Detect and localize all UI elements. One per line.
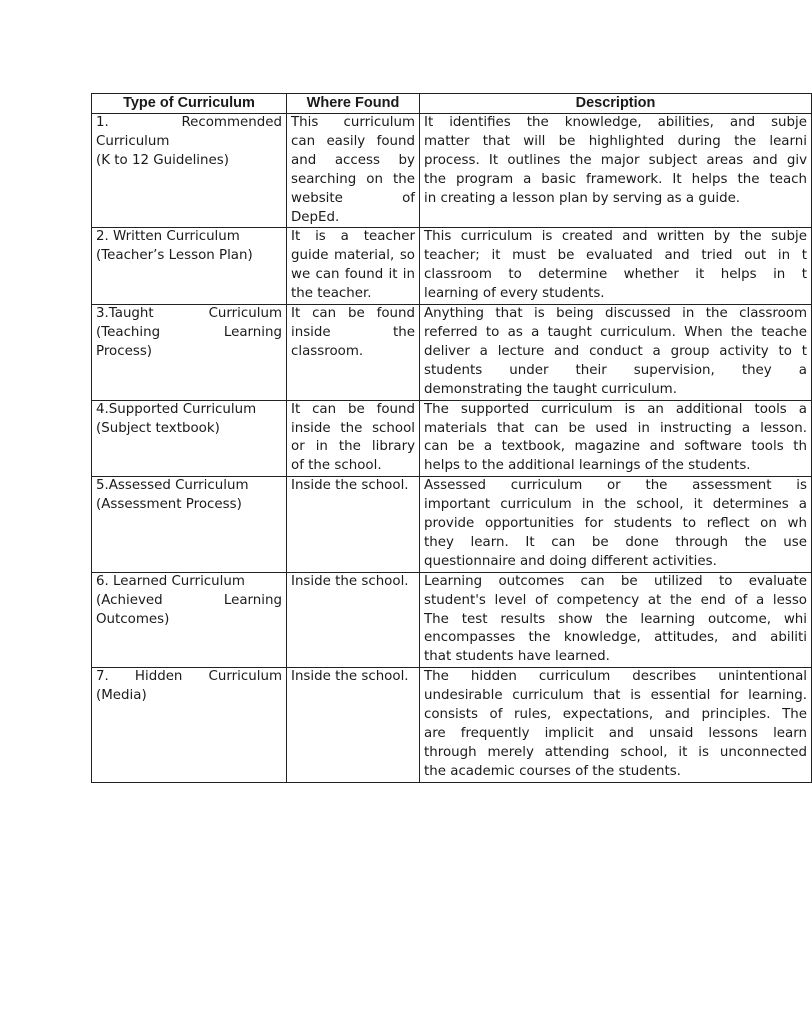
where-found-cell [287, 114, 420, 228]
description-line: process. It outlines the major subject areas and giv [424, 152, 807, 168]
table-row [92, 114, 812, 228]
description-line: undesirable curriculum that is essential for learning. [424, 688, 807, 704]
curriculum-type-line: 5.Assessed Curriculum [96, 478, 249, 494]
where-found-line: Inside the school. [291, 669, 409, 685]
description-line: deliver a lecture and conduct a group activity to t [424, 343, 807, 359]
description-line: the academic courses of the students. [424, 763, 681, 779]
curriculum-type-cell [92, 400, 287, 477]
description-line: questionnaire and doing different activities. [424, 553, 717, 569]
table-row [92, 228, 812, 305]
where-found-line: It is a teacher [291, 229, 415, 245]
curriculum-type-cell [92, 572, 287, 668]
where-found-line: the teacher. [291, 286, 372, 302]
curriculum-type-line: 4.Supported Curriculum [96, 401, 257, 417]
table-header-row [92, 94, 812, 114]
description-line: encompasses the knowledge, attitudes, and abiliti [424, 630, 807, 646]
curriculum-type-line: 7. Hidden Curriculum [96, 669, 282, 685]
description-line: The supported curriculum is an additional tools a [424, 401, 807, 417]
curriculum-type-line: (Subject textbook) [96, 420, 220, 436]
curriculum-type-line: 6. Learned Curriculum [96, 573, 245, 589]
description-line: consists of rules, expectations, and principles. The [424, 707, 807, 723]
where-found-line: classroom. [291, 343, 364, 359]
description-line: demonstrating the taught curriculum. [424, 381, 677, 397]
where-found-line: can easily found [291, 133, 415, 149]
where-found-cell [287, 400, 420, 477]
where-found-line: and access by [291, 152, 415, 168]
header-type-of-curriculum: Type of Curriculum [92, 94, 287, 114]
curriculum-type-line: (Teacher’s Lesson Plan) [96, 248, 253, 264]
description-line: It identifies the knowledge, abilities, and subje [424, 115, 807, 130]
description-line: through merely attending school, it is unconnected [424, 744, 807, 760]
description-line: Assessed curriculum or the assessment is [424, 478, 807, 494]
where-found-line: This curriculum [291, 115, 415, 130]
description-cell [420, 305, 812, 401]
description-line: Learning outcomes can be utilized to evaluate [424, 573, 807, 589]
curriculum-type-line: Process) [96, 343, 153, 359]
curriculum-type-line: (Assessment Process) [96, 497, 242, 513]
description-line: classroom to determine whether it helps in t [424, 267, 807, 283]
description-line: in creating a lesson plan by serving as a guide. [424, 190, 741, 206]
description-cell [420, 228, 812, 305]
curriculum-type-line: (Teaching Learning [96, 324, 282, 340]
where-found-cell [287, 572, 420, 668]
description-line: that students have learned. [424, 649, 610, 665]
description-line: The hidden curriculum describes unintentional [424, 669, 807, 685]
where-found-line: searching on the [291, 171, 415, 187]
description-line: teacher; it must be evaluated and tried out in t [424, 248, 807, 264]
description-cell [420, 668, 812, 782]
description-line: they learn. It can be done through the use [424, 534, 807, 550]
description-line: helps to the additional learnings of the students. [424, 458, 751, 474]
curriculum-type-line: Outcomes) [96, 611, 170, 627]
curriculum-type-line: (Media) [96, 688, 147, 704]
where-found-line: we can found it in [291, 267, 415, 283]
curriculum-type-cell [92, 305, 287, 401]
description-line: This curriculum is created and written by the subje [424, 229, 807, 245]
description-line: Anything that is being discussed in the classroom [424, 306, 807, 322]
where-found-line: DepEd. [291, 209, 340, 225]
curriculum-type-cell [92, 114, 287, 228]
where-found-line: or in the library [291, 439, 415, 455]
description-line: are frequently implicit and unsaid lessons learn [424, 726, 807, 741]
description-cell [420, 572, 812, 668]
table-row [92, 400, 812, 477]
description-line: materials that can be used in instructing a lesson. [424, 420, 807, 436]
header-description: Description [420, 94, 812, 114]
description-line: referred to as a taught curriculum. When the teache [424, 324, 807, 340]
description-line: the program a basic framework. It helps the teach [424, 171, 807, 187]
curriculum-table [91, 93, 812, 783]
where-found-line: guide material, so [291, 248, 415, 264]
where-found-cell [287, 477, 420, 573]
description-line: can be a textbook, magazine and software tools th [424, 439, 807, 455]
curriculum-type-line: (K to 12 Guidelines) [96, 152, 229, 168]
description-cell [420, 477, 812, 573]
table-row [92, 477, 812, 573]
header-where-found: Where Found [287, 94, 420, 114]
curriculum-type-line: (Achieved Learning [96, 592, 282, 608]
description-line: students under their supervision, they a [424, 362, 807, 378]
table-row [92, 572, 812, 668]
description-line: provide opportunities for students to reflect on wh [424, 516, 807, 532]
description-line: The test results show the learning outcome, whi [424, 611, 807, 627]
curriculum-type-cell [92, 668, 287, 782]
description-cell [420, 114, 812, 228]
where-found-line: It can be found [291, 401, 415, 417]
curriculum-type-cell [92, 228, 287, 305]
table-body [92, 114, 812, 783]
where-found-line: Inside the school. [291, 478, 409, 494]
where-found-line: It can be found [291, 306, 415, 322]
table-row [92, 305, 812, 401]
where-found-line: website of [291, 190, 415, 206]
description-line: important curriculum in the school, it determines a [424, 497, 807, 513]
where-found-line: Inside the school. [291, 573, 409, 589]
description-line: matter that will be highlighted during the learni [424, 133, 807, 149]
where-found-line: inside the [291, 324, 415, 340]
where-found-cell [287, 305, 420, 401]
description-line: student's level of competency at the end of a lesso [424, 592, 807, 608]
where-found-line: of the school. [291, 458, 382, 474]
where-found-cell [287, 668, 420, 782]
curriculum-type-line: Curriculum [96, 133, 170, 149]
curriculum-type-line: 3.Taught Curriculum [96, 306, 282, 322]
table-row [92, 668, 812, 782]
where-found-line: inside the school [291, 420, 415, 436]
where-found-cell [287, 228, 420, 305]
description-cell [420, 400, 812, 477]
curriculum-type-line: 1. Recommended [96, 115, 282, 130]
description-line: learning of every students. [424, 286, 605, 302]
curriculum-type-cell [92, 477, 287, 573]
curriculum-type-line: 2. Written Curriculum [96, 229, 240, 245]
